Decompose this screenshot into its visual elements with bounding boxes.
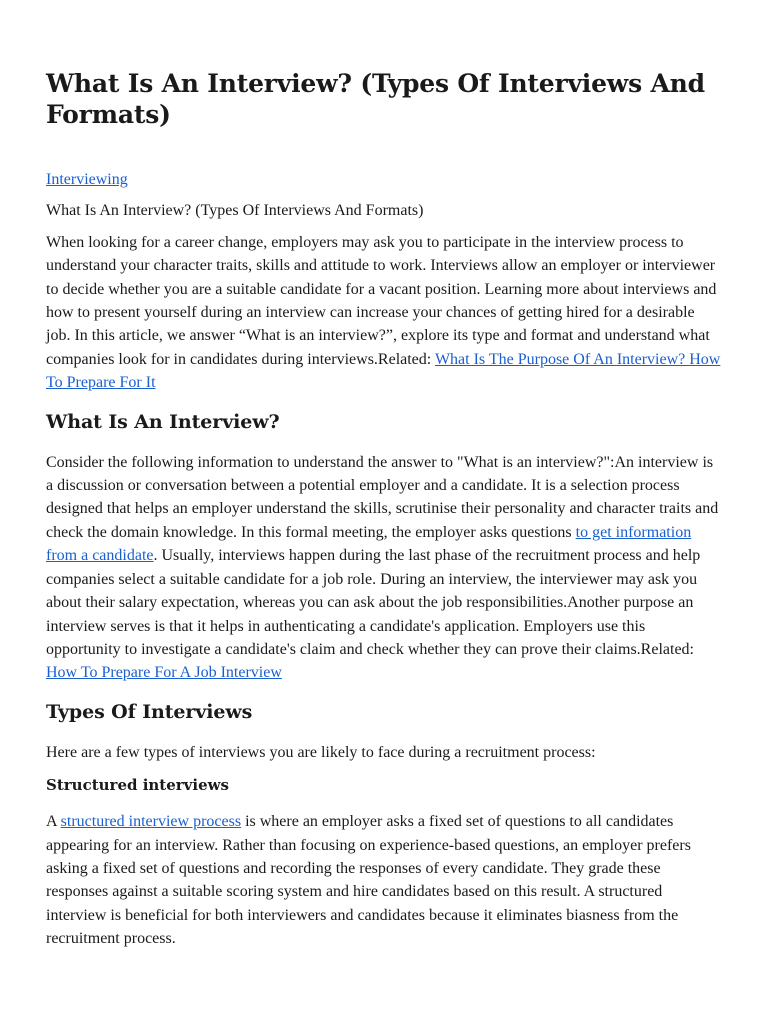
related-link-prepare-job-interview[interactable]: How To Prepare For A Job Interview (46, 664, 282, 682)
section-heading-what-is-interview: What Is An Interview? (46, 410, 280, 433)
related-link-purpose-of-interview[interactable]: What Is The Purpose Of An Interview? How To Prepare For It (46, 350, 721, 392)
category-link-interviewing[interactable]: Interviewing (46, 171, 128, 188)
section2-intro: Here are a few types of interviews you are likely to face during a recruitment process: (46, 743, 596, 761)
intro-text: When looking for a career change, employers may ask you to participate in the interview process to understand your character traits, skills and attitude to work. Interviews allow an employer or interviewer to decide whether you are a suitable candidate for a vacant position. Learning more about interviews and how to present yourself during an interview can increase your chances of getting hired for a desirable job. In this article, we answer “What is an interview?”, explore its type and format and understand what companies look for in candidates during interviews.Related: (46, 233, 717, 368)
intro-paragraph (46, 231, 722, 395)
inline-link-get-information[interactable]: to get information from a candidate (46, 523, 692, 565)
structured-text-after: is where an employer asks a fixed set of questions to all candidates appearing for an interview. Rather than focusing on experience-based questions, an employer prefers asking a fixed set of questions and recording the responses of every candidate. They grade these responses against a suitable scoring system and hire candidates based on this result. A structured interview is beneficial for both interviewers and candidates because it eliminates biasness from the recruitment process. (46, 813, 691, 948)
section1-paragraph (46, 451, 722, 685)
subsection-heading-structured: Structured interviews (46, 776, 229, 795)
structured-paragraph (46, 810, 722, 950)
category-row (46, 168, 722, 191)
section-heading-types-of-interviews: Types Of Interviews (46, 700, 253, 723)
article-subtitle: What Is An Interview? (Types Of Interviews And Formats) (46, 202, 424, 220)
structured-text-before: A (46, 813, 61, 831)
section1-text-before: Consider the following information to understand the answer to "What is an interview?":An interview is a discussion or conversation between a potential employer and a candidate. It is a selection process designed that helps an employer understand the skills, scrutinise their personality and character traits and check the domain knowledge. In this formal meeting, the employer asks questions (46, 453, 719, 541)
section1-text-after: . Usually, interviews happen during the last phase of the recruitment process and help companies select a suitable candidate for a job role. During an interview, the interviewer may ask you about their salary expectation, whereas you can ask about the job responsibilities.Another purpose an interview serves is that it helps in authenticating a candidate's application. Employers use this opportunity to investigate a candidate's claim and check whether they can prove their claims.Related: (46, 547, 701, 658)
article-title: What Is An Interview? (Types Of Interviews And Formats) (46, 69, 705, 129)
inline-link-structured-interview[interactable]: structured interview process (60, 813, 242, 831)
